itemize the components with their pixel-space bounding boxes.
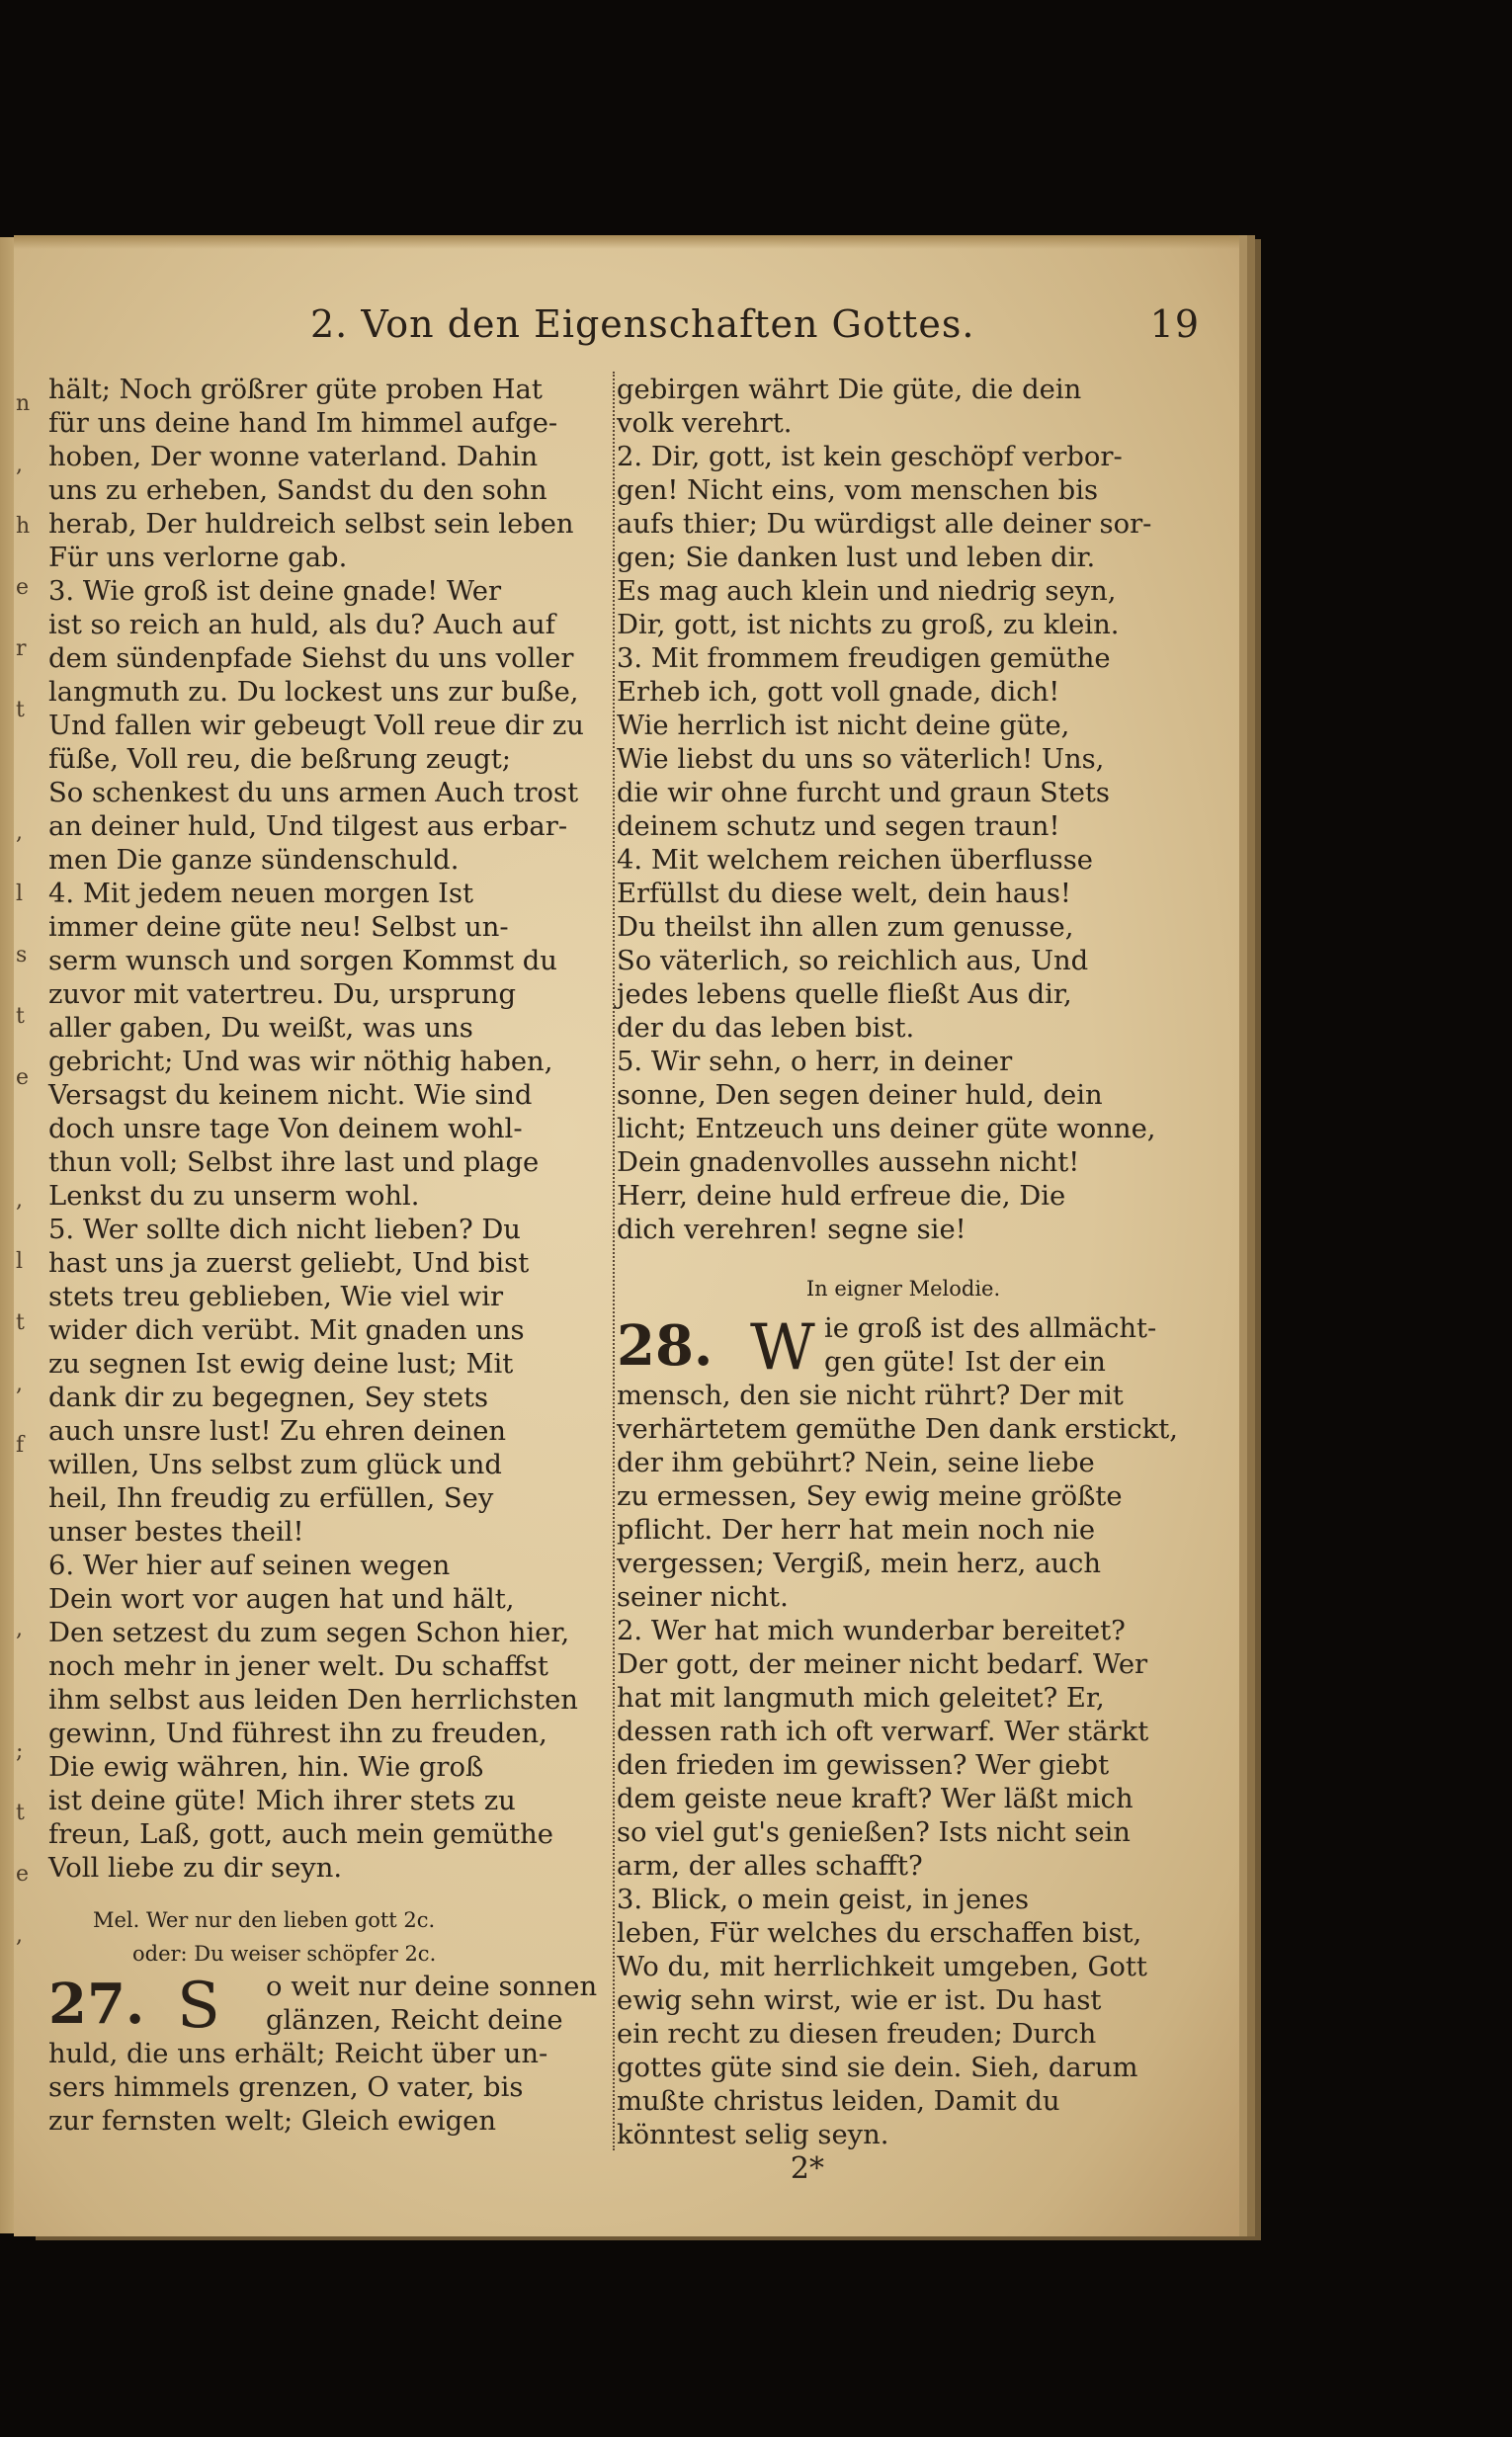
text-line: deinem schutz und segen traun!: [617, 811, 1060, 842]
text-line: der ihm gebührt? Nein, seine liebe: [617, 1448, 1095, 1478]
margin-letter: [16, 1538, 30, 1599]
text-line: ist deine güte! Mich ihrer stets zu: [48, 1786, 516, 1816]
text-line: 3. Blick, o mein geist, in jenes: [617, 1885, 1030, 1915]
text-line: Erfüllst du diese welt, dein haus!: [617, 879, 1071, 909]
margin-letter: [16, 741, 30, 802]
text-line: 3. Wie groß ist deine gnade! Wer: [48, 576, 502, 607]
margin-letter: ;: [16, 1739, 24, 1764]
spacer: [617, 1247, 1190, 1265]
margin-letter: l: [16, 1249, 24, 1274]
text-line: 6. Wer hier auf seinen wegen: [48, 1551, 451, 1581]
text-line: dich verehren! segne sie!: [617, 1215, 966, 1245]
text-line: Du theilst ihn allen zum genusse,: [617, 912, 1074, 943]
text-line: Versagst du keinem nicht. Wie sind: [48, 1080, 533, 1111]
hymn-first-line: o weit nur deine sonnen: [266, 1972, 598, 2002]
text-line: dessen rath ich oft verwarf. Wer stärkt: [617, 1717, 1149, 1747]
text-line: ein recht zu diesen freuden; Durch: [617, 2019, 1097, 2050]
text-line: Für uns verlorne gab.: [48, 543, 348, 573]
book-page: [14, 235, 1239, 2236]
right-text-block: [617, 374, 1190, 1247]
text-line: jedes lebens quelle fließt Aus dir,: [617, 979, 1072, 1010]
hymn-first-line: ie groß ist des allmächt-: [824, 1313, 1157, 1344]
right-column: [617, 374, 1190, 2186]
text-line: füße, Voll reu, die beßrung zeugt;: [48, 744, 511, 775]
margin-letter: n: [16, 391, 31, 416]
margin-letter: e: [16, 1862, 30, 1887]
text-line: hoben, Der wonne vaterland. Dahin: [48, 442, 539, 472]
text-line: men Die ganze sündenschuld.: [48, 845, 460, 876]
text-line: 2. Dir, gott, ist kein geschöpf verbor-: [617, 442, 1123, 472]
text-line: aller gaben, Du weißt, was uns: [48, 1013, 473, 1044]
page-number: 19: [1149, 302, 1200, 346]
text-line: herab, Der huldreich selbst sein leben: [48, 509, 574, 540]
text-line: langmuth zu. Du lockest uns zur buße,: [48, 677, 579, 708]
melody-note-alt: oder: Du weiser schöpfer 2c.: [132, 1942, 437, 1966]
text-line: Wie herrlich ist nicht deine güte,: [617, 711, 1070, 741]
text-line: 2. Wer hat mich wunderbar bereitet?: [617, 1616, 1126, 1646]
text-line: unser bestes theil!: [48, 1517, 304, 1548]
spacer: [48, 1886, 597, 1903]
hymn-second-line: gen güte! Ist der ein: [824, 1347, 1106, 1378]
text-line: der du das leben bist.: [617, 1013, 915, 1044]
margin-letter: [16, 1967, 30, 2028]
text-line: gen; Sie danken lust und leben dir.: [617, 543, 1096, 573]
hymn-heading: [617, 1311, 1190, 1385]
text-line: dem geiste neue kraft? Wer läßt mich: [617, 1784, 1134, 1814]
text-line: zuvor mit vatertreu. Du, ursprung: [48, 979, 517, 1010]
margin-letter: h: [16, 514, 31, 539]
text-line: licht; Entzeuch uns deiner güte wonne,: [617, 1114, 1156, 1144]
text-line: Lenkst du zu unserm wohl.: [48, 1181, 420, 1212]
margin-letter: t: [16, 1801, 25, 1825]
text-line: Es mag auch klein und niedrig seyn,: [617, 576, 1117, 607]
text-line: Dir, gott, ist nichts zu groß, zu klein.: [617, 610, 1120, 640]
text-line: doch unsre tage Von deinem wohl-: [48, 1114, 523, 1144]
hymn-second-line: glänzen, Reicht deine: [266, 2005, 563, 2036]
text-line: dem sündenpfade Siehst du uns voller: [48, 643, 574, 674]
text-line: ihm selbst aus leiden Den herrlichsten: [48, 1685, 578, 1716]
text-line: hat mit langmuth mich geleitet? Er,: [617, 1683, 1105, 1714]
text-line: 3. Mit frommem freudigen gemüthe: [617, 643, 1111, 674]
margin-letter: ,: [16, 1372, 23, 1396]
hymn-text-block: [48, 2038, 597, 2139]
text-line: vergessen; Vergiß, mein herz, auch: [617, 1549, 1102, 1579]
text-line: arm, der alles schafft?: [617, 1851, 923, 1882]
margin-letter: ,: [16, 1188, 23, 1213]
text-line: gewinn, Und führest ihn zu freuden,: [48, 1719, 547, 1749]
text-line: pflicht. Der herr hat mein noch nie: [617, 1515, 1096, 1546]
text-line: auch unsre lust! Zu ehren deinen: [48, 1416, 507, 1447]
margin-letters: [16, 374, 30, 2089]
text-line: an deiner huld, Und tilgest aus erbar-: [48, 811, 568, 842]
text-line: ewig sehn wirst, wie er ist. Du hast: [617, 1985, 1102, 2016]
text-line: immer deine güte neu! Selbst un-: [48, 912, 509, 943]
text-line: mensch, den sie nicht rührt? Der mit: [617, 1381, 1124, 1411]
text-line: zur fernsten welt; Gleich ewigen: [48, 2106, 497, 2137]
margin-letter: [16, 1109, 30, 1170]
page-title: 2. Von den Eigenschaften Gottes.: [310, 302, 975, 346]
text-line: Die ewig währen, hin. Wie groß: [48, 1752, 484, 1783]
margin-letter: t: [16, 1310, 25, 1335]
hymn-number: 28.: [617, 1313, 714, 1379]
margin-letter: l: [16, 882, 24, 906]
text-line: Voll liebe zu dir seyn.: [48, 1853, 343, 1884]
margin-letter: ,: [16, 1617, 23, 1641]
margin-letter: ,: [16, 453, 23, 477]
text-line: mußte christus leiden, Damit du: [617, 2086, 1060, 2117]
text-line: thun voll; Selbst ihre last und plage: [48, 1147, 540, 1178]
text-line: noch mehr in jener welt. Du schaffst: [48, 1651, 548, 1682]
margin-letter: e: [16, 1065, 30, 1090]
margin-letter: [16, 2028, 30, 2089]
text-line: gottes güte sind sie dein. Sieh, darum: [617, 2053, 1138, 2083]
text-line: volk verehrt.: [617, 408, 793, 439]
text-line: gen! Nicht eins, vom menschen bis: [617, 475, 1099, 506]
text-line: serm wunsch und sorgen Kommst du: [48, 946, 557, 976]
text-line: 4. Mit jedem neuen morgen Ist: [48, 879, 474, 909]
margin-letter: r: [16, 636, 27, 661]
melody-note: In eigner Melodie.: [805, 1277, 1001, 1301]
text-line: Wie liebst du uns so väterlich! Uns,: [617, 744, 1105, 775]
text-line: so viel gut's genießen? Ists nicht sein: [617, 1817, 1131, 1848]
hymn-number: 27.: [48, 1972, 145, 2037]
margin-letter: t: [16, 1004, 25, 1029]
text-line: den frieden im gewissen? Wer giebt: [617, 1750, 1110, 1781]
text-line: uns zu erheben, Sandst du den sohn: [48, 475, 547, 506]
text-line: Wo du, mit herrlichkeit umgeben, Gott: [617, 1952, 1147, 1982]
margin-letter: t: [16, 698, 25, 722]
margin-letter: ,: [16, 1923, 23, 1948]
text-line: 5. Wer sollte dich nicht lieben? Du: [48, 1215, 521, 1245]
text-line: sonne, Den segen deiner huld, dein: [617, 1080, 1103, 1111]
text-line: 5. Wir sehn, o herr, in deiner: [617, 1047, 1013, 1077]
text-line: 4. Mit welchem reichen überflusse: [617, 845, 1093, 876]
text-line: So schenkest du uns armen Auch trost: [48, 778, 579, 808]
text-line: gebricht; Und was wir nöthig haben,: [48, 1047, 553, 1077]
text-line: hast uns ja zuerst geliebt, Und bist: [48, 1248, 530, 1279]
text-line: Den setzest du zum segen Schon hier,: [48, 1618, 570, 1648]
text-line: freun, Laß, gott, auch mein gemüthe: [48, 1819, 553, 1850]
text-line: ist so reich an huld, als du? Auch auf: [48, 610, 555, 640]
margin-letter: [16, 1476, 30, 1538]
text-line: Dein wort vor augen hat und hält,: [48, 1584, 515, 1615]
text-line: zu segnen Ist ewig deine lust; Mit: [48, 1349, 514, 1380]
text-line: So väterlich, so reichlich aus, Und: [617, 946, 1089, 976]
text-line: huld, die uns erhält; Reicht über un-: [48, 2039, 548, 2069]
text-line: die wir ohne furcht und graun Stets: [617, 778, 1110, 808]
text-line: Erheb ich, gott voll gnade, dich!: [617, 677, 1060, 708]
signature-mark: 2*: [790, 2151, 824, 2186]
text-line: hält; Noch größrer güte proben Hat: [48, 375, 543, 405]
margin-letter: f: [16, 1433, 25, 1458]
text-line: Der gott, der meiner nicht bedarf. Wer: [617, 1649, 1148, 1680]
text-line: gebirgen währt Die güte, die dein: [617, 375, 1082, 405]
drop-cap: W: [750, 1311, 815, 1385]
margin-letter: s: [16, 943, 28, 967]
left-text-block: [48, 374, 597, 1886]
text-line: heil, Ihn freudig zu erfüllen, Sey: [48, 1483, 494, 1514]
text-line: wider dich verübt. Mit gnaden uns: [48, 1315, 525, 1346]
text-line: für uns deine hand Im himmel aufge-: [48, 408, 558, 439]
hymn-text-block: [617, 1380, 1190, 2152]
column-divider: [613, 372, 616, 2150]
text-line: leben, Für welches du erschaffen bist,: [617, 1918, 1142, 1949]
text-line: Dein gnadenvolles aussehn nicht!: [617, 1147, 1080, 1178]
margin-letter: ,: [16, 820, 23, 845]
text-line: dank dir zu begegnen, Sey stets: [48, 1383, 489, 1413]
margin-letter: [16, 1660, 30, 1722]
hymn-heading: [48, 1970, 598, 2043]
text-line: stets treu geblieben, Wie viel wir: [48, 1282, 504, 1312]
text-line: aufs thier; Du würdigst alle deiner sor-: [617, 509, 1152, 540]
melody-note: Mel. Wer nur den lieben gott 2c.: [93, 1908, 436, 1932]
drop-cap: S: [177, 1970, 220, 2043]
text-line: seiner nicht.: [617, 1582, 789, 1613]
text-line: Herr, deine huld erfreue die, Die: [617, 1181, 1066, 1212]
text-line: Und fallen wir gebeugt Voll reue dir zu: [48, 711, 584, 741]
text-line: willen, Uns selbst zum glück und: [48, 1450, 502, 1480]
text-line: könntest selig seyn.: [617, 2120, 889, 2150]
left-column: [48, 374, 597, 2139]
text-line: zu ermessen, Sey ewig meine größte: [617, 1481, 1123, 1512]
margin-letter: e: [16, 575, 30, 600]
text-line: verhärtetem gemüthe Den dank erstickt,: [617, 1414, 1178, 1445]
text-line: sers himmels grenzen, O vater, bis: [48, 2072, 524, 2103]
